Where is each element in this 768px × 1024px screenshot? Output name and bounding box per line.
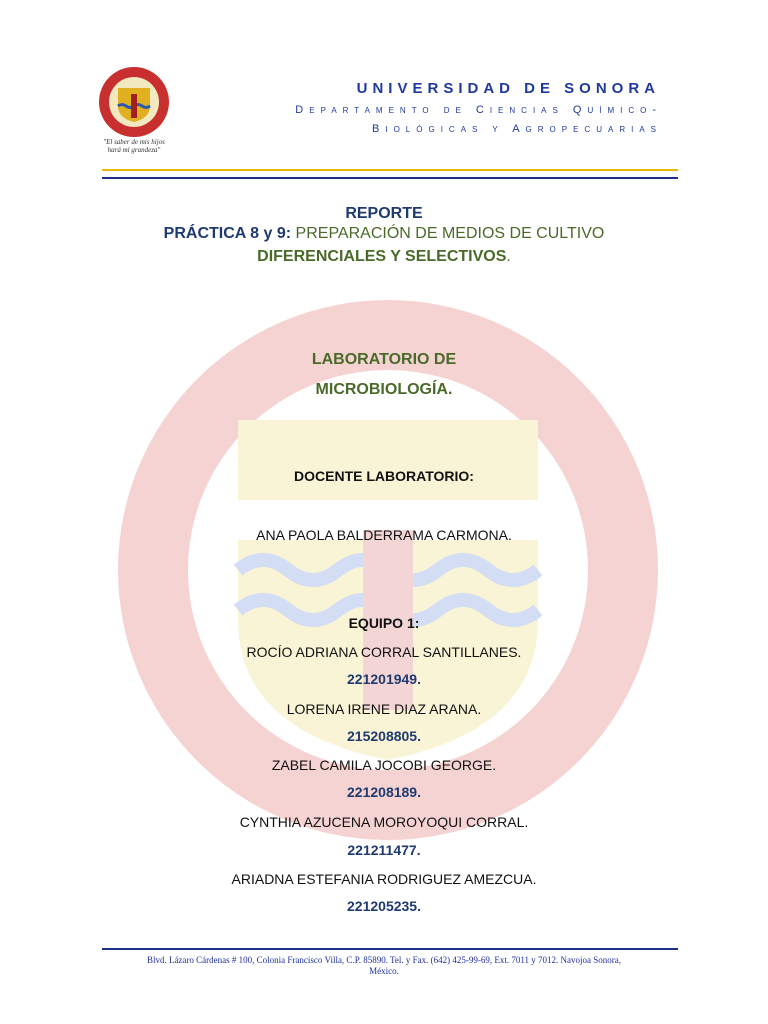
lab-line-2: MICROBIOLOGÍA. (315, 381, 453, 398)
department-name (270, 101, 662, 139)
team-heading: EQUIPO 1: (348, 615, 420, 631)
department-line-1: Departamento de Ciencias Químico- (295, 104, 662, 116)
team-member-id: 221211477. (347, 842, 421, 858)
team-member-name: ROCÍO ADRIANA CORRAL SANTILLANES. (246, 644, 522, 660)
practice-subtitle-bold: DIFERENCIALES Y SELECTIVOS (257, 248, 507, 265)
team-member-name: ZABEL CAMILA JOCOBI GEORGE. (271, 757, 497, 773)
team-member-name: ARIADNA ESTEFANIA RODRIGUEZ AMEZCUA. (231, 871, 537, 887)
footer-line-1: Blvd. Lázaro Cárdenas # 100, Colonia Francisco Villa, C.P. 85890. Tel. y Fax. (642) 425-99-69, Ext. 7011 y 7012. Navojoa Sonora, (146, 955, 622, 965)
footer-address (110, 955, 658, 977)
team-member-id: 221205235. (347, 898, 421, 914)
practice-prefix: PRÁCTICA 8 y 9: (163, 225, 292, 242)
footer-line-2: México. (369, 966, 399, 976)
lab-line-1: LABORATORIO DE (311, 351, 457, 368)
team-member-id: 221201949. (347, 671, 421, 687)
team-member-name: LORENA IRENE DIAZ ARANA. (286, 701, 482, 717)
university-logo (98, 66, 170, 138)
lab-name (0, 345, 768, 405)
university-name: UNIVERSIDAD DE SONORA (356, 80, 660, 97)
motto-line-2: hará mi grandeza" (107, 146, 161, 154)
header-divider-gold (102, 169, 678, 171)
university-motto (86, 138, 182, 154)
report-title: REPORTE (345, 205, 423, 222)
header-divider-blue (102, 177, 678, 179)
team-member-id: 221208189. (347, 784, 421, 800)
teacher-name: ANA PAOLA BALDERRAMA CARMONA. (256, 527, 512, 543)
footer-divider (102, 948, 678, 950)
department-line-2: Biológicas y Agropecuarias (372, 123, 662, 135)
practice-title (0, 225, 768, 243)
practice-title-text: PREPARACIÓN DE MEDIOS DE CULTIVO (295, 225, 605, 242)
teacher-heading: DOCENTE LABORATORIO: (294, 468, 474, 484)
team-member-name: CYNTHIA AZUCENA MOROYOQUI CORRAL. (239, 814, 529, 830)
team-member-id: 215208805. (347, 728, 421, 744)
practice-subtitle (0, 248, 768, 266)
practice-subtitle-end: . (506, 248, 511, 265)
motto-line-1: "El saber de mis hijos (103, 138, 165, 146)
